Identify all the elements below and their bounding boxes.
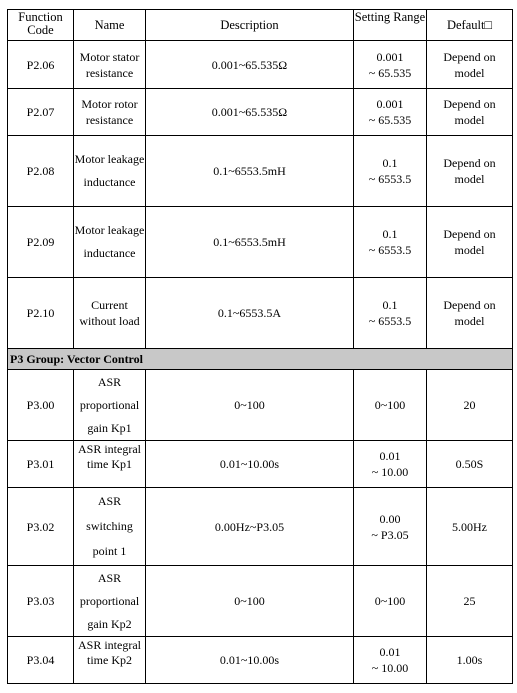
cell-code: P3.04 — [8, 637, 74, 684]
cell-description: 0.001~65.535Ω — [146, 89, 354, 136]
cell-setting: 0.00 ~ P3.05 — [354, 488, 427, 566]
cell-default: 25 — [427, 566, 513, 637]
cell-name: ASR proportional gain Kp1 — [74, 370, 146, 441]
cell-name: Motor rotor resistance — [74, 89, 146, 136]
cell-default: Depend on model — [427, 41, 513, 89]
cell-name: ASR proportional gain Kp2 — [74, 566, 146, 637]
cell-default: Depend on model — [427, 278, 513, 349]
cell-setting: 0.01 ~ 10.00 — [354, 637, 427, 684]
cell-setting: 0.001 ~ 65.535 — [354, 41, 427, 89]
header-code: Function Code — [8, 10, 74, 41]
cell-setting: 0~100 — [354, 370, 427, 441]
header-default: Default□ — [427, 10, 513, 41]
cell-setting: 0.1 ~ 6553.5 — [354, 136, 427, 207]
table-row — [8, 566, 513, 637]
cell-default: Depend on model — [427, 136, 513, 207]
cell-code: P2.10 — [8, 278, 74, 349]
table-row — [8, 441, 513, 488]
header-setting: Setting Range — [354, 10, 427, 41]
cell-description: 0.00Hz~P3.05 — [146, 488, 354, 566]
cell-code: P3.02 — [8, 488, 74, 566]
cell-code: P3.01 — [8, 441, 74, 488]
table-row — [8, 488, 513, 566]
cell-code: P2.06 — [8, 41, 74, 89]
cell-default: 0.50S — [427, 441, 513, 488]
table-row — [8, 89, 513, 136]
cell-default: 5.00Hz — [427, 488, 513, 566]
cell-name: Motor stator resistance — [74, 41, 146, 89]
cell-name: ASR integral time Kp1 — [74, 441, 146, 488]
cell-description: 0~100 — [146, 566, 354, 637]
group-title: P3 Group: Vector Control — [8, 349, 513, 370]
header-description: Description — [146, 10, 354, 41]
cell-name: Motor leakage inductance — [74, 207, 146, 278]
cell-default: 20 — [427, 370, 513, 441]
cell-name: ASR switching point 1 — [74, 488, 146, 566]
cell-setting: 0.01 ~ 10.00 — [354, 441, 427, 488]
table-row — [8, 278, 513, 349]
cell-code: P2.09 — [8, 207, 74, 278]
cell-name: Current without load — [74, 278, 146, 349]
cell-code: P2.08 — [8, 136, 74, 207]
table-row — [8, 207, 513, 278]
cell-setting: 0.001 ~ 65.535 — [354, 89, 427, 136]
cell-default: 1.00s — [427, 637, 513, 684]
header-name: Name — [74, 10, 146, 41]
cell-description: 0.01~10.00s — [146, 637, 354, 684]
cell-description: 0.1~6553.5mH — [146, 207, 354, 278]
cell-description: 0.1~6553.5A — [146, 278, 354, 349]
table-row — [8, 637, 513, 684]
cell-setting: 0~100 — [354, 566, 427, 637]
table-row — [8, 370, 513, 441]
header-row — [8, 10, 513, 41]
cell-code: P3.03 — [8, 566, 74, 637]
cell-default: Depend on model — [427, 207, 513, 278]
cell-description: 0.001~65.535Ω — [146, 41, 354, 89]
cell-default: Depend on model — [427, 89, 513, 136]
cell-code: P3.00 — [8, 370, 74, 441]
parameter-table — [7, 9, 513, 684]
table-row — [8, 41, 513, 89]
group-header-row — [8, 349, 513, 370]
table-row — [8, 136, 513, 207]
cell-description: 0.01~10.00s — [146, 441, 354, 488]
cell-description: 0.1~6553.5mH — [146, 136, 354, 207]
cell-setting: 0.1 ~ 6553.5 — [354, 207, 427, 278]
cell-code: P2.07 — [8, 89, 74, 136]
cell-description: 0~100 — [146, 370, 354, 441]
cell-setting: 0.1 ~ 6553.5 — [354, 278, 427, 349]
cell-name: ASR integral time Kp2 — [74, 637, 146, 684]
cell-name: Motor leakage inductance — [74, 136, 146, 207]
